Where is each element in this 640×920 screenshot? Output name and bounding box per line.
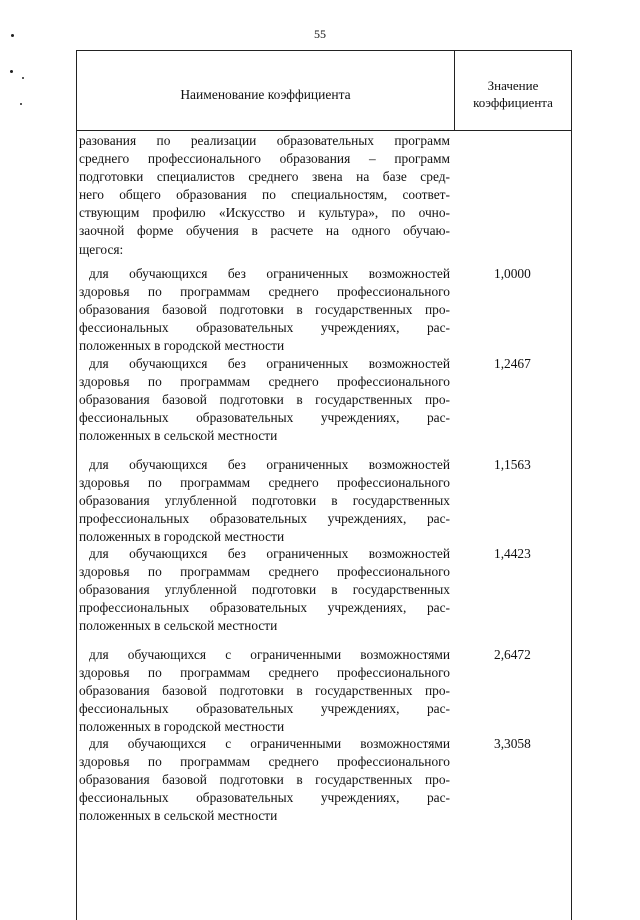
coefficient-table: [76, 50, 572, 920]
row-value: 3,3058: [494, 736, 531, 751]
table-row: [79, 646, 567, 736]
text-line: здоровья по программам среднего профессионального: [79, 475, 450, 491]
text-line: образования базовой подготовки в государственных про-: [79, 392, 450, 408]
row-description: [79, 456, 450, 546]
header-value-label-1: Значение: [487, 77, 539, 93]
intro-paragraph: [79, 132, 450, 259]
text-line: образования углубленной подготовки в государственных: [79, 493, 450, 509]
table-row: [79, 456, 567, 546]
text-line: профессиональных образовательных учреждениях, рас-: [79, 600, 450, 616]
header-value-label-2: коэффициента: [473, 94, 553, 110]
header-name-column: Наименование коэффициента: [180, 86, 351, 102]
text-line: здоровья по программам среднего профессионального: [79, 374, 450, 390]
text-line: щегося:: [79, 241, 124, 257]
header-value-column: [454, 51, 571, 130]
row-value: 2,6472: [494, 647, 531, 662]
page-number: 55: [314, 27, 326, 41]
table-row: [79, 265, 567, 355]
text-line: фессиональных образовательных учреждениях, рас-: [79, 701, 450, 717]
row-value: 1,2467: [494, 356, 531, 371]
text-line: здоровья по программам среднего профессионального: [79, 754, 450, 770]
text-line: заочной форме обучения в расчете на одного обучаю-: [79, 223, 450, 239]
table-row: [79, 735, 567, 825]
text-line: подготовки специалистов среднего звена на базе сред-: [79, 169, 450, 185]
text-line: фессиональных образовательных учреждениях, рас-: [79, 790, 450, 806]
row-description: [79, 735, 450, 825]
text-line: положенных в сельской местности: [79, 618, 278, 634]
row-description: [79, 355, 450, 445]
scan-speck: [22, 77, 24, 79]
text-line: здоровья по программам среднего профессионального: [79, 665, 450, 681]
text-line: для обучающихся без ограниченных возможностей: [89, 546, 450, 561]
text-line: профессиональных образовательных учреждениях, рас-: [79, 511, 450, 527]
text-line: него общего образования по специальностям, соответ-: [79, 187, 450, 203]
text-line: для обучающихся без ограниченных возможностей: [89, 266, 450, 281]
scan-speck: [20, 103, 22, 105]
row-description: [79, 646, 450, 736]
table-header: [77, 50, 571, 131]
text-line: ствующим профилю «Искусство и культура», по очно-: [79, 205, 450, 221]
text-line: образования базовой подготовки в государственных про-: [79, 772, 450, 788]
table-row: [79, 545, 567, 635]
text-line: образования базовой подготовки в государственных про-: [79, 683, 450, 699]
text-line: разования по реализации образовательных программ: [79, 133, 450, 148]
text-line: образования базовой подготовки в государственных про-: [79, 302, 450, 318]
row-description: [79, 545, 450, 635]
text-line: образования углубленной подготовки в государственных: [79, 582, 450, 598]
scan-speck: [10, 70, 13, 73]
row-value: 1,1563: [494, 457, 531, 472]
row-value: 1,4423: [494, 546, 531, 561]
row-value: 1,0000: [494, 266, 531, 281]
scan-speck: [11, 34, 14, 37]
text-line: для обучающихся без ограниченных возможностей: [89, 457, 450, 472]
text-line: положенных в городской местности: [79, 338, 285, 354]
row-description: [79, 265, 450, 355]
text-line: положенных в сельской местности: [79, 428, 278, 444]
text-line: положенных в городской местности: [79, 529, 285, 545]
text-line: положенных в сельской местности: [79, 808, 278, 824]
table-row: [79, 355, 567, 445]
text-line: фессиональных образовательных учреждениях, рас-: [79, 320, 450, 336]
text-line: здоровья по программам среднего профессионального: [79, 564, 450, 580]
text-line: для обучающихся с ограниченными возможностями: [89, 736, 450, 751]
text-line: здоровья по программам среднего профессионального: [79, 284, 450, 300]
text-line: среднего профессионального образования – программ: [79, 151, 450, 167]
text-line: для обучающихся с ограниченными возможностями: [89, 647, 450, 662]
text-line: фессиональных образовательных учреждениях, рас-: [79, 410, 450, 426]
text-line: положенных в городской местности: [79, 719, 285, 735]
text-line: для обучающихся без ограниченных возможностей: [89, 356, 450, 371]
